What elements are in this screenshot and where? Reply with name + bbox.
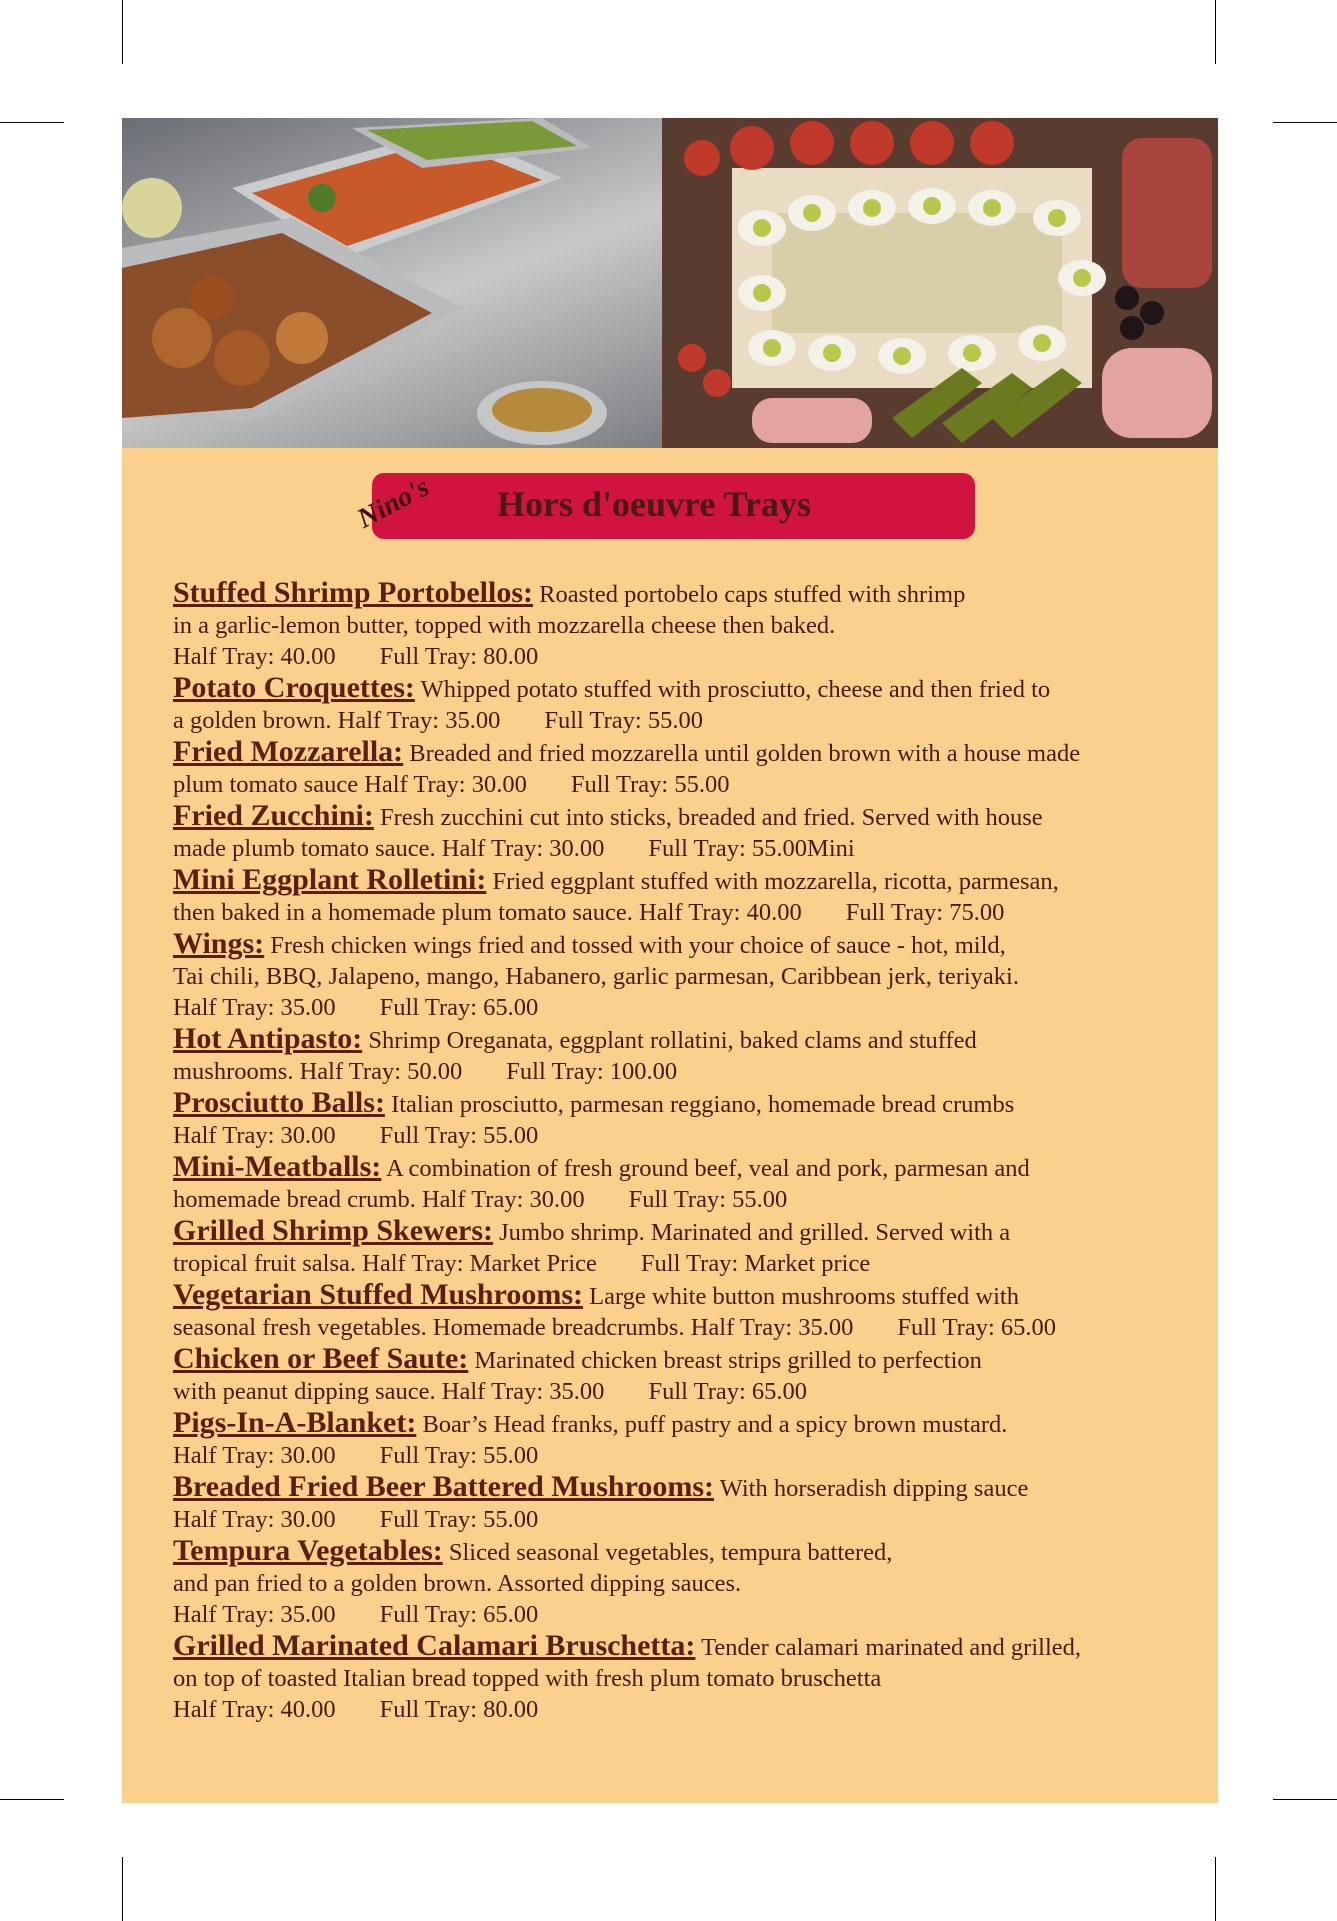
menu-item-description: in a garlic-lemon butter, topped with mozzarella cheese then baked. (173, 612, 836, 639)
menu-item (173, 800, 1203, 864)
buffet-chafing-dishes-photo (122, 118, 662, 448)
crop-mark (0, 1799, 64, 1800)
crop-mark (122, 0, 123, 64)
menu-item-name: Grilled Shrimp Skewers: (173, 1214, 493, 1247)
full-tray-price: Full Tray: 100.00 (506, 1058, 678, 1085)
menu-item-description: plum tomato sauce (173, 771, 359, 798)
crop-mark (0, 122, 64, 123)
full-tray-price: Full Tray: Market price (640, 1250, 871, 1277)
menu-item-description: Fresh zucchini cut into sticks, breaded and fried. Served with house (379, 804, 1043, 831)
menu-item (173, 1343, 1203, 1407)
menu-item-description: Tender calamari marinated and grilled, (701, 1634, 1082, 1661)
photo-strip (122, 118, 1218, 448)
menu-item-line (173, 736, 1203, 769)
menu-item-name: Chicken or Beef Saute: (173, 1342, 469, 1375)
menu-item-description: made plumb tomato sauce. (173, 835, 436, 862)
full-tray-price: Full Tray: 75.00 (845, 899, 1005, 926)
brand-logo: Nino's (352, 471, 435, 535)
menu-item-description: Marinated chicken breast strips grilled to perfection (474, 1347, 982, 1374)
menu-item-description: Boar’s Head franks, puff pastry and a spicy brown mustard. (422, 1411, 1008, 1438)
menu-item-description: Breaded and fried mozzarella until golden brown with a house made (409, 740, 1081, 767)
menu-item-name: Vegetarian Stuffed Mushrooms: (173, 1278, 583, 1311)
crop-mark (1215, 1857, 1216, 1921)
menu-item-description: With horseradish dipping sauce (719, 1475, 1029, 1502)
menu-item (173, 1407, 1203, 1471)
crop-mark (1273, 1799, 1337, 1800)
menu-item-line (173, 1504, 1203, 1535)
full-tray-price: Full Tray: 55.00Mini (648, 835, 855, 862)
half-tray-price: Half Tray: 30.00 (173, 1506, 336, 1533)
menu-item-description: Fresh chicken wings fried and tossed with your choice of sauce - hot, mild, (270, 932, 1006, 959)
menu-item (173, 864, 1203, 928)
menu-item-line (173, 769, 1203, 800)
menu-item-line (173, 864, 1203, 897)
menu-item-line (173, 1312, 1203, 1343)
menu-item-line (173, 1215, 1203, 1248)
full-tray-price: Full Tray: 55.00 (379, 1442, 539, 1469)
menu-item (173, 1023, 1203, 1087)
menu-item-line (173, 961, 1203, 992)
menu-item-line (173, 1471, 1203, 1504)
full-tray-price: Full Tray: 55.00 (379, 1506, 539, 1533)
menu-item-description: Large white button mushrooms stuffed with (589, 1283, 1019, 1310)
menu-item-line (173, 1279, 1203, 1312)
menu-item-description: Tai chili, BBQ, Jalapeno, mango, Habanero, garlic parmesan, Caribbean jerk, teriyaki. (173, 963, 1019, 990)
menu-item-description: Whipped potato stuffed with prosciutto, cheese and then fried to (420, 676, 1051, 703)
menu-item-line (173, 1376, 1203, 1407)
half-tray-price: Half Tray: Market Price (362, 1250, 597, 1277)
menu-item-line (173, 1599, 1203, 1630)
menu-item-description: Roasted portobelo caps stuffed with shrimp (539, 581, 966, 608)
crop-mark (1215, 0, 1216, 64)
menu-item-name: Wings: (173, 927, 265, 960)
menu-item-description: Jumbo shrimp. Marinated and grilled. Served with a (499, 1219, 1011, 1246)
full-tray-price: Full Tray: 65.00 (648, 1378, 808, 1405)
menu-item-name: Pigs-In-A-Blanket: (173, 1406, 417, 1439)
menu-item-line (173, 1023, 1203, 1056)
full-tray-price: Full Tray: 65.00 (379, 994, 539, 1021)
menu-item-name: Tempura Vegetables: (173, 1534, 443, 1567)
half-tray-price: Half Tray: 35.00 (173, 994, 336, 1021)
menu-item (173, 1087, 1203, 1151)
full-tray-price: Full Tray: 80.00 (379, 1696, 539, 1723)
menu-item-name: Hot Antipasto: (173, 1022, 363, 1055)
full-tray-price: Full Tray: 80.00 (379, 643, 539, 670)
menu-item-name: Mini-Meatballs: (173, 1150, 382, 1183)
half-tray-price: Half Tray: 35.00 (690, 1314, 854, 1341)
full-tray-price: Full Tray: 65.00 (379, 1601, 539, 1628)
half-tray-price: Half Tray: 35.00 (337, 707, 501, 734)
menu-item-name: Stuffed Shrimp Portobellos: (173, 576, 533, 609)
menu-item-line (173, 1056, 1203, 1087)
menu-item (173, 1535, 1203, 1630)
full-tray-price: Full Tray: 55.00 (570, 771, 730, 798)
menu-item (173, 1279, 1203, 1343)
menu-item-line (173, 577, 1203, 610)
half-tray-price: Half Tray: 30.00 (441, 835, 605, 862)
menu-item-description: a golden brown. (173, 707, 332, 734)
menu-item-description: then baked in a homemade plum tomato sauce. (173, 899, 633, 926)
menu-item (173, 1215, 1203, 1279)
menu-item-description: A combination of fresh ground beef, veal and pork, parmesan and (386, 1155, 1030, 1182)
half-tray-price: Half Tray: 30.00 (173, 1442, 336, 1469)
full-tray-price: Full Tray: 55.00 (379, 1122, 539, 1149)
menu-item-line (173, 1248, 1203, 1279)
menu-item-name: Fried Zucchini: (173, 799, 374, 832)
menu-item-description: mushrooms. (173, 1058, 294, 1085)
menu-item (173, 672, 1203, 736)
menu-item-line (173, 1440, 1203, 1471)
menu-item-description: Shrimp Oreganata, eggplant rollatini, baked clams and stuffed (368, 1027, 977, 1054)
half-tray-price: Half Tray: 35.00 (173, 1601, 336, 1628)
half-tray-price: Half Tray: 30.00 (364, 771, 527, 798)
half-tray-price: Half Tray: 40.00 (639, 899, 802, 926)
half-tray-price: Half Tray: 30.00 (421, 1186, 585, 1213)
menu-item-line (173, 1568, 1203, 1599)
half-tray-price: Half Tray: 40.00 (173, 643, 336, 670)
menu-item (173, 1151, 1203, 1215)
menu-item-name: Breaded Fried Beer Battered Mushrooms: (173, 1470, 715, 1503)
menu-item (173, 577, 1203, 672)
menu-item-line (173, 1535, 1203, 1568)
menu-item-description: Fried eggplant stuffed with mozzarella, ricotta, parmesan, (492, 868, 1059, 895)
menu-item-description: tropical fruit salsa. (173, 1250, 357, 1277)
menu-item-description: homemade bread crumb. (173, 1186, 416, 1213)
menu-item-description: Italian prosciutto, parmesan reggiano, homemade bread crumbs (391, 1091, 1015, 1118)
menu-item-line (173, 928, 1203, 961)
half-tray-price: Half Tray: 40.00 (173, 1696, 336, 1723)
menu-item-line (173, 1663, 1203, 1694)
menu-item-line (173, 1343, 1203, 1376)
menu-list (173, 577, 1203, 1725)
menu-item-line (173, 641, 1203, 672)
menu-item-description: and pan fried to a golden brown. Assorted dipping sauces. (173, 1570, 742, 1597)
page-title: Hors d'oeuvre Trays (497, 484, 811, 524)
menu-item-line (173, 1184, 1203, 1215)
menu-item-name: Mini Eggplant Rolletini: (173, 863, 487, 896)
menu-item-line (173, 992, 1203, 1023)
half-tray-price: Half Tray: 50.00 (299, 1058, 463, 1085)
crop-mark (122, 1857, 123, 1921)
menu-item-line (173, 610, 1203, 641)
crop-mark (1273, 122, 1337, 123)
menu-item-name: Potato Croquettes: (173, 671, 415, 704)
menu-item-line (173, 1694, 1203, 1725)
antipasto-deviled-eggs-platter-photo (662, 118, 1218, 448)
menu-item-line (173, 1630, 1203, 1663)
menu-item-description: seasonal fresh vegetables. Homemade breadcrumbs. (173, 1314, 685, 1341)
menu-item-description: on top of toasted Italian bread topped with fresh plum tomato bruschetta (173, 1665, 882, 1692)
menu-item (173, 1471, 1203, 1535)
menu-item (173, 928, 1203, 1023)
menu-item-description: with peanut dipping sauce. (173, 1378, 436, 1405)
menu-item-line (173, 1120, 1203, 1151)
menu-item-line (173, 1087, 1203, 1120)
menu-item-line (173, 833, 1203, 864)
full-tray-price: Full Tray: 65.00 (897, 1314, 1057, 1341)
menu-item (173, 736, 1203, 800)
half-tray-price: Half Tray: 35.00 (441, 1378, 605, 1405)
menu-item (173, 1630, 1203, 1725)
menu-item-line (173, 705, 1203, 736)
menu-item-name: Grilled Marinated Calamari Bruschetta: (173, 1629, 696, 1662)
menu-item-line (173, 672, 1203, 705)
half-tray-price: Half Tray: 30.00 (173, 1122, 336, 1149)
menu-item-name: Fried Mozzarella: (173, 735, 404, 768)
menu-item-line (173, 897, 1203, 928)
menu-item-line (173, 1407, 1203, 1440)
full-tray-price: Full Tray: 55.00 (544, 707, 703, 734)
full-tray-price: Full Tray: 55.00 (628, 1186, 788, 1213)
menu-item-description: Sliced seasonal vegetables, tempura battered, (448, 1539, 893, 1566)
menu-item-line (173, 800, 1203, 833)
menu-item-line (173, 1151, 1203, 1184)
menu-item-name: Prosciutto Balls: (173, 1086, 385, 1119)
